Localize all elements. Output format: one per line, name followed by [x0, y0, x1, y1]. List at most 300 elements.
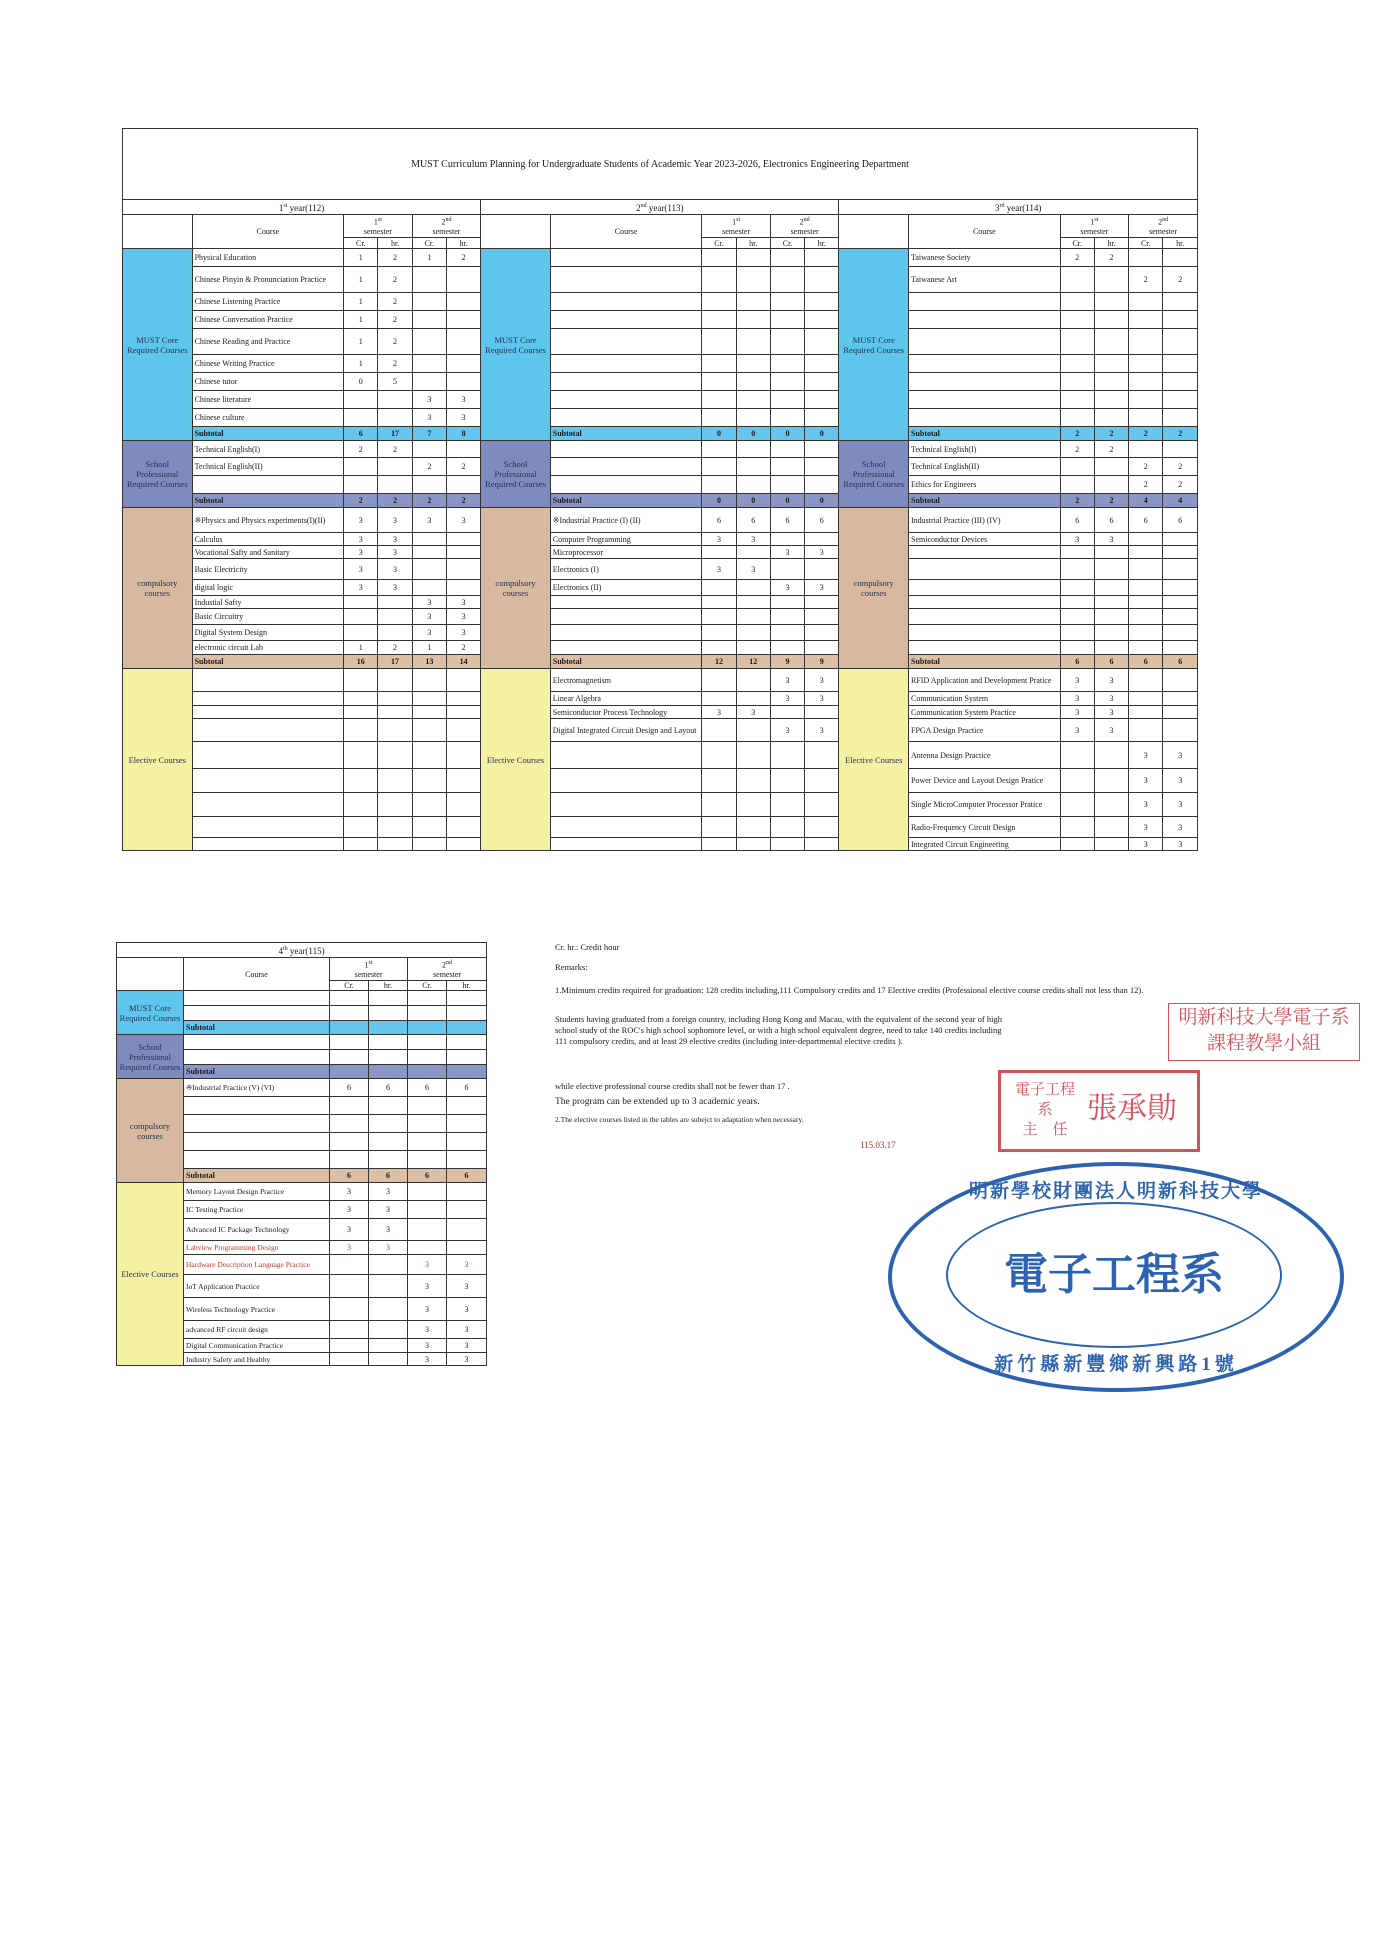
hour-cell: 3: [736, 559, 770, 580]
table-row: [123, 329, 1198, 355]
subtotal-label: Subtotal: [550, 655, 702, 669]
credit-cell: 3: [344, 533, 378, 546]
credit-cell: [702, 742, 736, 769]
subtotal-value: [408, 1065, 447, 1079]
hour-cell: [446, 769, 480, 793]
remark-5: 2.The elective courses listed in the tables are subejct to adaptation when necessary.: [555, 1115, 804, 1124]
credit-cell: [412, 580, 446, 596]
course-name: [550, 476, 702, 494]
course-header: Course: [184, 958, 330, 991]
course-name: [184, 1035, 330, 1050]
hour-cell: [447, 991, 487, 1006]
subtotal-value: 2: [378, 494, 412, 508]
hour-header: hr.: [378, 238, 412, 249]
hour-header: hr.: [736, 238, 770, 249]
seal-bottom-text: 新竹縣新豐鄉新興路1號: [994, 1354, 1238, 1375]
subtotal-value: 2: [1129, 427, 1163, 441]
course-name: Hardware Description Language Practice: [184, 1255, 330, 1275]
hour-cell: [446, 373, 480, 391]
credit-cell: [770, 458, 804, 476]
credit-header: Cr.: [1060, 238, 1094, 249]
hour-cell: [447, 1219, 487, 1241]
credit-cell: [344, 769, 378, 793]
course-header: Course: [192, 215, 344, 249]
course-header: Course: [909, 215, 1061, 249]
credit-cell: [702, 692, 736, 706]
category-label-comp: compulsory courses: [123, 508, 193, 669]
credit-cell: [770, 267, 804, 293]
hour-header: hr.: [1163, 238, 1198, 249]
course-name: [192, 719, 344, 742]
subtotal-value: 0: [770, 427, 804, 441]
remark-4: The program can be extended up to 3 academic years.: [555, 1097, 760, 1107]
curriculum-table-years-1-3: [122, 128, 1198, 851]
credit-cell: [1060, 559, 1094, 580]
table-row: [123, 625, 1198, 641]
hour-cell: [1163, 625, 1198, 641]
course-name: [909, 625, 1061, 641]
credit-cell: [330, 1006, 369, 1021]
course-name: [192, 817, 344, 838]
credit-cell: [412, 559, 446, 580]
credit-cell: [344, 719, 378, 742]
hour-cell: [805, 458, 839, 476]
hour-cell: 3: [1163, 769, 1198, 793]
credit-cell: [702, 373, 736, 391]
course-name: [550, 769, 702, 793]
credit-cell: [408, 1241, 447, 1255]
hour-cell: [1163, 391, 1198, 409]
course-name: Taiwanese Society: [909, 249, 1061, 267]
hour-cell: [446, 793, 480, 817]
course-name: [550, 458, 702, 476]
hour-cell: 3: [447, 1298, 487, 1321]
credit-cell: [702, 441, 736, 458]
credit-cell: [412, 546, 446, 559]
credit-cell: [412, 533, 446, 546]
credit-cell: [408, 991, 447, 1006]
credit-cell: [412, 293, 446, 311]
credit-cell: 3: [1129, 742, 1163, 769]
course-name: [192, 838, 344, 851]
course-name: [550, 838, 702, 851]
hour-cell: [446, 669, 480, 692]
credit-cell: [1060, 838, 1094, 851]
credit-cell: [770, 838, 804, 851]
hour-cell: [1094, 559, 1128, 580]
course-name: [192, 793, 344, 817]
year-2-header: 2nd year(113): [481, 200, 839, 215]
table-row: [123, 706, 1198, 719]
credit-cell: 3: [1129, 838, 1163, 851]
category-label-comp: compulsory courses: [481, 508, 551, 669]
course-name: Industry Safety and Healthy: [184, 1353, 330, 1366]
credit-cell: [1129, 373, 1163, 391]
course-name: Industrial Practice (III) (IV): [909, 508, 1061, 533]
course-name: ※Industrial Practice (V) (VI): [184, 1079, 330, 1097]
hour-cell: [378, 625, 412, 641]
subtotal-value: 2: [1094, 427, 1128, 441]
credit-cell: [330, 1353, 369, 1366]
table-row: [123, 355, 1198, 373]
hour-cell: [1163, 559, 1198, 580]
hour-cell: [369, 1006, 408, 1021]
credit-cell: [770, 625, 804, 641]
credit-cell: 3: [412, 391, 446, 409]
credit-cell: [1129, 355, 1163, 373]
course-name: Chinese Reading and Practice: [192, 329, 344, 355]
credit-cell: [1060, 409, 1094, 427]
hour-cell: [378, 458, 412, 476]
university-department-seal: [888, 1162, 1344, 1392]
hour-cell: [1163, 546, 1198, 559]
hour-cell: [447, 1097, 487, 1115]
hour-header: hr.: [447, 981, 487, 991]
subtotal-value: 0: [736, 427, 770, 441]
credit-cell: [770, 817, 804, 838]
credit-cell: [1060, 293, 1094, 311]
credit-cell: 3: [770, 719, 804, 742]
subtotal-label: Subtotal: [909, 494, 1061, 508]
hour-cell: 3: [369, 1201, 408, 1219]
second-semester-header: 2nd semester: [1129, 215, 1198, 238]
credit-cell: 6: [330, 1079, 369, 1097]
hour-cell: [446, 476, 480, 494]
subtotal-value: 6: [344, 427, 378, 441]
course-name: [192, 742, 344, 769]
course-name: Chinese Writing Practice: [192, 355, 344, 373]
course-name: [184, 1006, 330, 1021]
hour-cell: 3: [736, 533, 770, 546]
table-row: [123, 546, 1198, 559]
course-name: [909, 580, 1061, 596]
hour-cell: [447, 1201, 487, 1219]
subtotal-value: 2: [344, 494, 378, 508]
credit-cell: [412, 311, 446, 329]
table-row: [123, 719, 1198, 742]
hour-cell: [446, 267, 480, 293]
table-row: [123, 793, 1198, 817]
credit-cell: [1060, 458, 1094, 476]
hour-cell: [378, 609, 412, 625]
credit-cell: 3: [770, 546, 804, 559]
course-name: Radio-Frequency Circuit Design: [909, 817, 1061, 838]
course-name: [550, 329, 702, 355]
curriculum-table-year-4: [116, 942, 487, 1366]
course-name: [550, 373, 702, 391]
credit-cell: [412, 719, 446, 742]
credit-cell: 3: [702, 706, 736, 719]
hour-cell: [1163, 609, 1198, 625]
hour-cell: [446, 533, 480, 546]
hour-cell: [369, 1298, 408, 1321]
credit-cell: 3: [330, 1241, 369, 1255]
hour-cell: [1163, 533, 1198, 546]
course-name: Chinese culture: [192, 409, 344, 427]
credit-cell: [702, 293, 736, 311]
course-name: Technical English(I): [909, 441, 1061, 458]
course-name: Technical English(II): [909, 458, 1061, 476]
credit-cell: [702, 355, 736, 373]
hour-cell: [736, 596, 770, 609]
hour-cell: [378, 409, 412, 427]
course-name: [184, 1097, 330, 1115]
credit-cell: [408, 1097, 447, 1115]
subtotal-value: 0: [770, 494, 804, 508]
hour-cell: [378, 706, 412, 719]
course-name: [909, 329, 1061, 355]
course-name: [550, 793, 702, 817]
table-row: [123, 293, 1198, 311]
hour-cell: [1163, 355, 1198, 373]
hour-cell: 3: [447, 1353, 487, 1366]
credit-cell: 3: [344, 508, 378, 533]
hour-cell: [378, 391, 412, 409]
category-label-comp: compulsory courses: [839, 508, 909, 669]
first-semester-header: 1st semester: [1060, 215, 1129, 238]
credit-cell: [344, 458, 378, 476]
credit-cell: [1129, 249, 1163, 267]
course-name: [550, 742, 702, 769]
credit-cell: [330, 1115, 369, 1133]
subtotal-value: 0: [736, 494, 770, 508]
course-name: [550, 249, 702, 267]
credit-cell: [770, 329, 804, 355]
subtotal-value: [447, 1021, 487, 1035]
table-row: [123, 559, 1198, 580]
course-name: Basic Circuitry: [192, 609, 344, 625]
course-name: [909, 596, 1061, 609]
hour-cell: [736, 409, 770, 427]
course-name: [550, 641, 702, 655]
course-name: [550, 311, 702, 329]
credit-cell: 6: [702, 508, 736, 533]
table-row: [123, 373, 1198, 391]
course-name: RFID Application and Development Pratice: [909, 669, 1061, 692]
hour-cell: [446, 311, 480, 329]
credit-cell: [702, 391, 736, 409]
credit-cell: [702, 249, 736, 267]
credit-cell: [770, 706, 804, 719]
hour-cell: 3: [447, 1255, 487, 1275]
category-label-elec: Elective Courses: [117, 1183, 184, 1366]
hour-cell: [736, 355, 770, 373]
hour-cell: [805, 293, 839, 311]
hour-cell: [736, 817, 770, 838]
subtotal-row: [123, 655, 1198, 669]
subtotal-label: Subtotal: [909, 655, 1061, 669]
hour-cell: 3: [1163, 742, 1198, 769]
credit-cell: [1129, 409, 1163, 427]
curriculum-group-stamp: 明新科技大學電子系 課程教學小組: [1168, 1003, 1360, 1061]
credit-cell: [1129, 719, 1163, 742]
hour-cell: [736, 641, 770, 655]
subtotal-value: [447, 1065, 487, 1079]
course-name: [184, 991, 330, 1006]
credit-cell: [702, 669, 736, 692]
credit-cell: [702, 476, 736, 494]
credit-cell: [330, 1298, 369, 1321]
hour-cell: [369, 1050, 408, 1065]
credit-cell: [702, 609, 736, 625]
subtotal-value: 4: [1129, 494, 1163, 508]
hour-cell: [1094, 355, 1128, 373]
credit-cell: [1129, 580, 1163, 596]
hour-cell: [1163, 293, 1198, 311]
hour-cell: 6: [447, 1079, 487, 1097]
course-name: Chinese Pinyin & Pronunciation Practice: [192, 267, 344, 293]
hour-cell: 3: [446, 596, 480, 609]
course-name: Chinese Conversation Practice: [192, 311, 344, 329]
department-chair-stamp: 電子工程系 主 任 張承勛: [998, 1070, 1200, 1152]
table-row: [123, 641, 1198, 655]
credit-cell: [1060, 769, 1094, 793]
hour-cell: [378, 692, 412, 706]
category-label-core: MUST Core Required Courses: [123, 249, 193, 441]
subtotal-label: Subtotal: [192, 427, 344, 441]
credit-cell: 6: [408, 1079, 447, 1097]
hour-cell: 3: [805, 580, 839, 596]
credit-cell: [1060, 267, 1094, 293]
credit-cell: [702, 596, 736, 609]
course-name: ※Industrial Practice (I) (II): [550, 508, 702, 533]
subtotal-value: 0: [805, 427, 839, 441]
credit-cell: [770, 559, 804, 580]
hour-cell: [446, 817, 480, 838]
hour-cell: [446, 559, 480, 580]
category-label-comp: compulsory courses: [117, 1079, 184, 1183]
credit-cell: [702, 580, 736, 596]
credit-cell: 3: [1060, 719, 1094, 742]
credit-cell: 2: [344, 441, 378, 458]
table-row: [117, 1183, 487, 1201]
course-name: [909, 373, 1061, 391]
credit-cell: 1: [344, 293, 378, 311]
credit-cell: 3: [344, 559, 378, 580]
document-date: 115.03.17: [860, 1140, 896, 1150]
credit-cell: [770, 533, 804, 546]
hour-cell: [805, 742, 839, 769]
hour-cell: [805, 249, 839, 267]
credit-cell: [1060, 391, 1094, 409]
hour-cell: 2: [1094, 249, 1128, 267]
course-name: Wireless Technology Practice: [184, 1298, 330, 1321]
hour-cell: [1163, 409, 1198, 427]
hour-cell: 3: [1094, 669, 1128, 692]
course-name: [550, 267, 702, 293]
course-name: Integrated Circuit Engineering: [909, 838, 1061, 851]
hour-cell: 2: [446, 641, 480, 655]
hour-cell: [805, 267, 839, 293]
hour-cell: [736, 719, 770, 742]
credit-cell: [770, 311, 804, 329]
subtotal-value: 17: [378, 427, 412, 441]
credit-cell: [412, 692, 446, 706]
hour-cell: [805, 409, 839, 427]
credit-cell: 1: [344, 641, 378, 655]
subtotal-value: 8: [446, 427, 480, 441]
course-name: [550, 609, 702, 625]
credit-cell: [1060, 476, 1094, 494]
course-name: [909, 641, 1061, 655]
hour-cell: [1094, 596, 1128, 609]
course-name: IC Testing Practice: [184, 1201, 330, 1219]
credit-cell: 3: [1060, 692, 1094, 706]
hour-cell: 6: [1163, 508, 1198, 533]
credit-cell: 3: [770, 580, 804, 596]
hour-cell: [736, 458, 770, 476]
subtotal-value: 0: [702, 494, 736, 508]
table-row: [123, 769, 1198, 793]
table-row: [123, 249, 1198, 267]
category-header-blank: [123, 215, 193, 249]
seal-top-text: 明新學校財團法人明新科技大學: [968, 1181, 1263, 1202]
credit-cell: 3: [770, 692, 804, 706]
table-row: [117, 1035, 487, 1050]
subtotal-value: 0: [805, 494, 839, 508]
subtotal-label: Subtotal: [184, 1065, 330, 1079]
hour-header: hr.: [369, 981, 408, 991]
hour-cell: [1163, 249, 1198, 267]
remark-3: while elective professional course credits shall not be fewer than 17 .: [555, 1081, 790, 1091]
subtotal-value: 2: [412, 494, 446, 508]
hour-cell: [736, 609, 770, 625]
credit-cell: [1060, 355, 1094, 373]
subtotal-value: [330, 1021, 369, 1035]
credit-cell: [330, 1097, 369, 1115]
credit-cell: [408, 1219, 447, 1241]
course-name: [184, 1050, 330, 1065]
hour-cell: 3: [736, 706, 770, 719]
credit-cell: 3: [412, 596, 446, 609]
credit-cell: [344, 838, 378, 851]
category-label-prof: School Professional Required Courses: [481, 441, 551, 508]
course-name: FPGA Design Practice: [909, 719, 1061, 742]
table-row: [123, 580, 1198, 596]
hour-cell: [378, 596, 412, 609]
hour-cell: [1163, 580, 1198, 596]
credit-cell: 6: [1060, 508, 1094, 533]
hour-cell: [1094, 391, 1128, 409]
hour-cell: [736, 742, 770, 769]
course-name: Memory Layout Design Practice: [184, 1183, 330, 1201]
table-row: [123, 838, 1198, 851]
credit-cell: [330, 1255, 369, 1275]
table-row: [123, 311, 1198, 329]
hour-cell: [1163, 329, 1198, 355]
hour-cell: [736, 838, 770, 851]
hour-cell: [736, 441, 770, 458]
course-name: [909, 355, 1061, 373]
subtotal-value: 6: [408, 1169, 447, 1183]
credit-cell: [412, 355, 446, 373]
credit-cell: [1060, 609, 1094, 625]
hour-cell: [369, 1035, 408, 1050]
table-row: [123, 609, 1198, 625]
hour-cell: [1094, 329, 1128, 355]
credit-cell: [344, 742, 378, 769]
credit-cell: [1129, 641, 1163, 655]
hour-cell: [378, 817, 412, 838]
course-name: [909, 609, 1061, 625]
credit-cell: 3: [412, 609, 446, 625]
hour-cell: [736, 625, 770, 641]
course-name: [550, 391, 702, 409]
credit-cell: [702, 458, 736, 476]
hour-cell: [805, 391, 839, 409]
credit-cell: 2: [1129, 267, 1163, 293]
subtotal-value: 6: [447, 1169, 487, 1183]
